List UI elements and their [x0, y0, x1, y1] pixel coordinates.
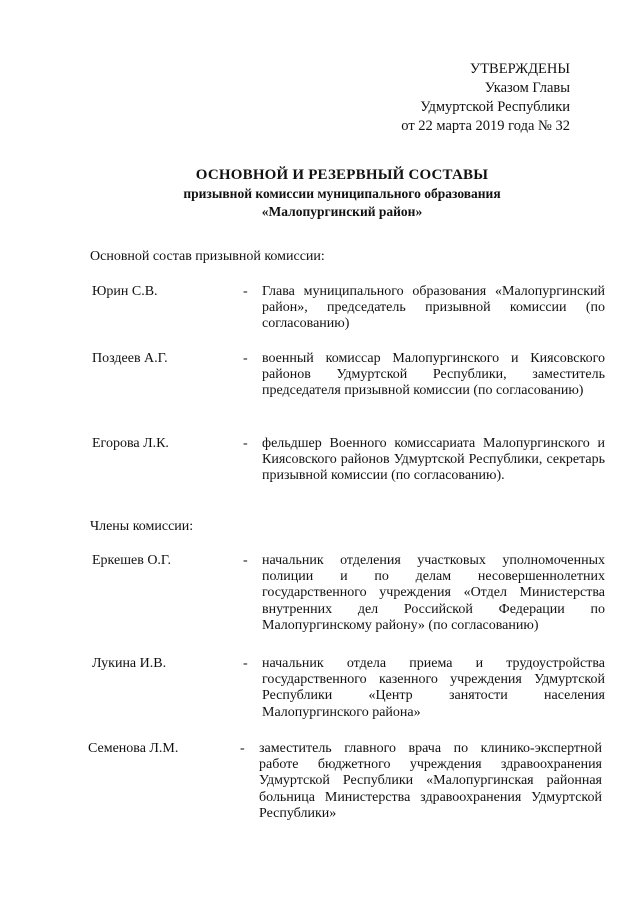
member-name: Семенова Л.М.: [88, 741, 179, 756]
main-section-heading: Основной состав призывной комиссии:: [90, 249, 325, 264]
title-main: ОСНОВНОЙ И РЕЗЕРВНЫЙ СОСТАВЫ: [195, 167, 489, 183]
member-name: Лукина И.В.: [92, 656, 167, 671]
member-role: начальник отделения участковых уполномоченных полиции и по делам несовершеннолетних государственного учреждения «Отдел Министерства внутренних дел Российской Федерации по Малопургинскому району» (по согласованию): [262, 553, 605, 633]
member-dash: -: [243, 351, 248, 366]
member-role: фельдшер Военного комиссариата Малопургинского и Киясовского районов Удмуртской Республики, секретарь призывной комиссии (по согласованию).: [262, 436, 605, 484]
member-name: Егорова Л.К.: [92, 436, 169, 451]
members-section-heading: Члены комиссии:: [90, 519, 194, 534]
member-name: Юрин С.В.: [92, 284, 158, 299]
approval-line-3: Удмуртской Республики: [420, 99, 570, 115]
approval-line-1: УТВЕРЖДЕНЫ: [469, 61, 570, 77]
member-dash: -: [243, 656, 248, 671]
member-name: Поздеев А.Г.: [92, 351, 168, 366]
document-title: [80, 166, 604, 221]
member-role: военный комиссар Малопургинского и Киясовского районов Удмуртской Республики, заместитель председателя призывной комиссии (по согласованию): [262, 351, 605, 399]
member-dash: -: [243, 553, 248, 568]
title-sub-2: «Малопургинский район»: [261, 204, 423, 219]
approval-line-4: от 22 марта 2019 года № 32: [401, 118, 570, 134]
member-dash: -: [243, 284, 248, 299]
approval-line-2: Указом Главы: [484, 80, 570, 96]
member-dash: -: [240, 741, 245, 756]
title-sub-1: призывной комиссии муниципального образования: [183, 186, 501, 201]
member-name: Еркешев О.Г.: [92, 553, 171, 568]
member-role: начальник отдела приема и трудоустройства государственного казенного учреждения Удмуртской Республики «Центр занятости населения Малопургинского района»: [262, 656, 605, 720]
member-role: заместитель главного врача по клинико-экспертной работе бюджетного учреждения здравоохранения Удмуртской Республики «Малопургинская районная больница Министерства здравоохранения Удмуртской Республики»: [259, 741, 602, 821]
approval-stamp: [360, 60, 570, 136]
member-dash: -: [243, 436, 248, 451]
member-role: Глава муниципального образования «Малопургинский район», председатель призывной комиссии (по согласованию): [262, 284, 605, 332]
